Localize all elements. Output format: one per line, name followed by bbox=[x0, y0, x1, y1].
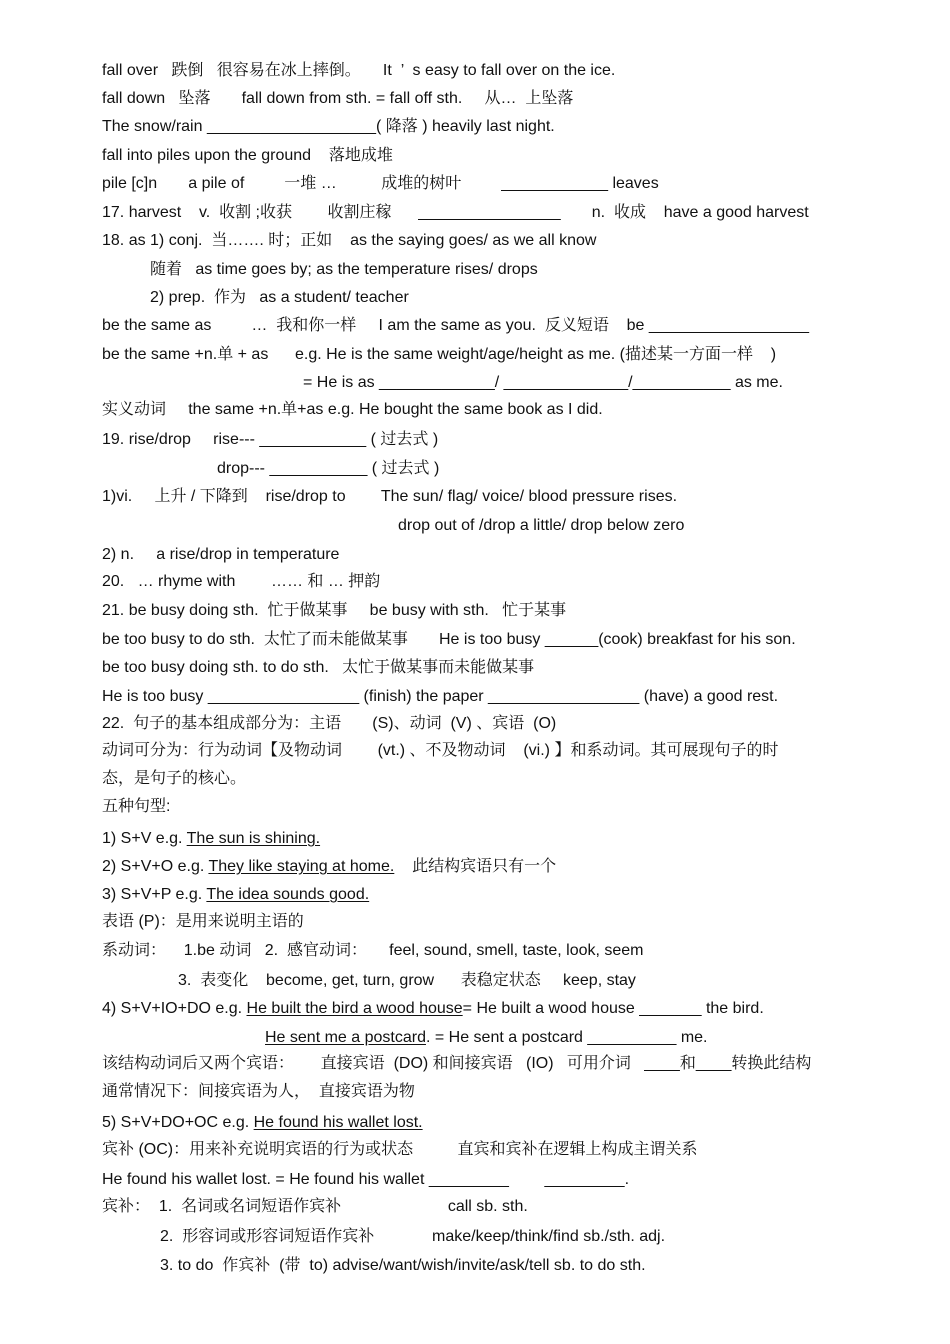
text-line: be the same as … 我和你一样 I am the same as you. 反义短语 be __________________ bbox=[102, 317, 810, 334]
text-line: 19. rise/drop rise--- ____________ ( 过去式 ) bbox=[102, 431, 439, 448]
text-line: 五种句型: bbox=[102, 798, 171, 815]
text-line: 22. 句子的基本组成部分为：主语 (S)、动词 (V) 、宾语 (O) bbox=[102, 715, 557, 732]
text-line: be the same +n.单 + as e.g. He is the same weight/age/height as me. (描述某一方面一样 ) bbox=[102, 346, 777, 363]
example-sentence: The idea sounds good. bbox=[206, 886, 370, 903]
text-line: 系动词： 1.be 动词 2. 感官动词： feel, sound, smell, taste, look, seem bbox=[102, 942, 644, 959]
text-line: drop--- ___________ ( 过去式 ) bbox=[217, 460, 440, 477]
text-line: 态，是句子的核心。 bbox=[102, 770, 247, 787]
text-line: 21. be busy doing sth. 忙于做某事 be busy with sth. 忙于某事 bbox=[102, 602, 567, 619]
sentence-pattern-3: 3) S+V+P e.g. The idea sounds good. bbox=[102, 886, 370, 903]
text-line: drop out of /drop a little/ drop below zero bbox=[398, 517, 685, 534]
text-line: The snow/rain ___________________( 降落 ) heavily last night. bbox=[102, 118, 555, 135]
sentence-pattern-5: 5) S+V+DO+OC e.g. He found his wallet lost. bbox=[102, 1114, 423, 1131]
text-line: 2. 形容词或形容词短语作宾补 make/keep/think/find sb./sth. adj. bbox=[160, 1228, 666, 1245]
text-line: 宾补： 1. 名词或名词短语作宾补 call sb. sth. bbox=[102, 1198, 528, 1215]
text-line: be too busy to do sth. 太忙了而未能做某事 He is too busy ______(cook) breakfast for his son. bbox=[102, 631, 796, 648]
text-line: 宾补 (OC)：用来补充说明宾语的行为或状态 直宾和宾补在逻辑上构成主谓关系 bbox=[102, 1141, 698, 1158]
text-line: 3. 表变化 become, get, turn, grow 表稳定状态 keep, stay bbox=[178, 972, 636, 989]
sentence-pattern-2: 2) S+V+O e.g. They like staying at home. 此结构宾语只有一个 bbox=[102, 858, 557, 875]
sentence-pattern-1: 1) S+V e.g. The sun is shining. bbox=[102, 830, 321, 847]
sentence-pattern-4: 4) S+V+IO+DO e.g. He built the bird a wood house= He built a wood house _______ the bird. bbox=[102, 1000, 764, 1017]
text-line: fall over 跌倒 很容易在冰上摔倒。 It ’ s easy to fall over on the ice. bbox=[102, 62, 616, 79]
text-line: 3. to do 作宾补 (带 to) advise/want/wish/invite/ask/tell sb. to do sth. bbox=[160, 1257, 646, 1274]
text-line: fall down 坠落 fall down from sth. = fall off sth. 从… 上坠落 bbox=[102, 90, 574, 107]
text-line: 随着 as time goes by; as the temperature rises/ drops bbox=[150, 261, 538, 278]
example-sentence: He found his wallet lost. bbox=[253, 1114, 423, 1131]
text-line: 18. as 1) conj. 当……. 时；正如 as the saying goes/ as we all know bbox=[102, 232, 597, 249]
example-sentence: He built the bird a wood house bbox=[246, 1000, 463, 1017]
text-line: = He is as _____________/ ______________/___________ as me. bbox=[303, 374, 783, 391]
text-line: 该结构动词后又两个宾语： 直接宾语 (DO) 和间接宾语 (IO) 可用介词 ____和____转换此结构 bbox=[102, 1055, 812, 1072]
text-line: 表语 (P)：是用来说明主语的 bbox=[102, 913, 304, 930]
sentence-pattern-4-example-2: He sent me a postcard. = He sent a postcard __________ me. bbox=[265, 1029, 708, 1046]
text-line: pile [c]n a pile of 一堆 … 成堆的树叶 ____________ leaves bbox=[102, 175, 659, 192]
text-line: be too busy doing sth. to do sth. 太忙于做某事而未能做某事 bbox=[102, 659, 535, 676]
example-sentence: He sent me a postcard bbox=[265, 1029, 426, 1046]
example-sentence: The sun is shining. bbox=[186, 830, 321, 847]
text-line: fall into piles upon the ground 落地成堆 bbox=[102, 147, 393, 164]
text-line: 2) n. a rise/drop in temperature bbox=[102, 546, 340, 563]
text-line: 20. … rhyme with …… 和 … 押韵 bbox=[102, 573, 381, 590]
text-line: 实义动词 the same +n.单+as e.g. He bought the same book as I did. bbox=[102, 401, 603, 418]
text-line: 动词可分为：行为动词【及物动词 (vt.) 、不及物动词 (vi.) 】和系动词。其可展现句子的时 bbox=[102, 742, 779, 759]
text-line: 17. harvest v. 收割 ;收获 收割庄稼 ________________ n. 收成 have a good harvest bbox=[102, 204, 809, 221]
text-line: 通常情况下：间接宾语为人， 直接宾语为物 bbox=[102, 1083, 415, 1100]
text-line: 1)vi. 上升 / 下降到 rise/drop to The sun/ flag/ voice/ blood pressure rises. bbox=[102, 488, 678, 505]
example-sentence: They like staying at home. bbox=[208, 858, 395, 875]
text-line: He is too busy _________________ (finish) the paper _________________ (have) a good rest. bbox=[102, 688, 779, 705]
text-line: He found his wallet lost. = He found his wallet _________ _________. bbox=[102, 1171, 630, 1188]
text-line: 2) prep. 作为 as a student/ teacher bbox=[150, 289, 409, 306]
